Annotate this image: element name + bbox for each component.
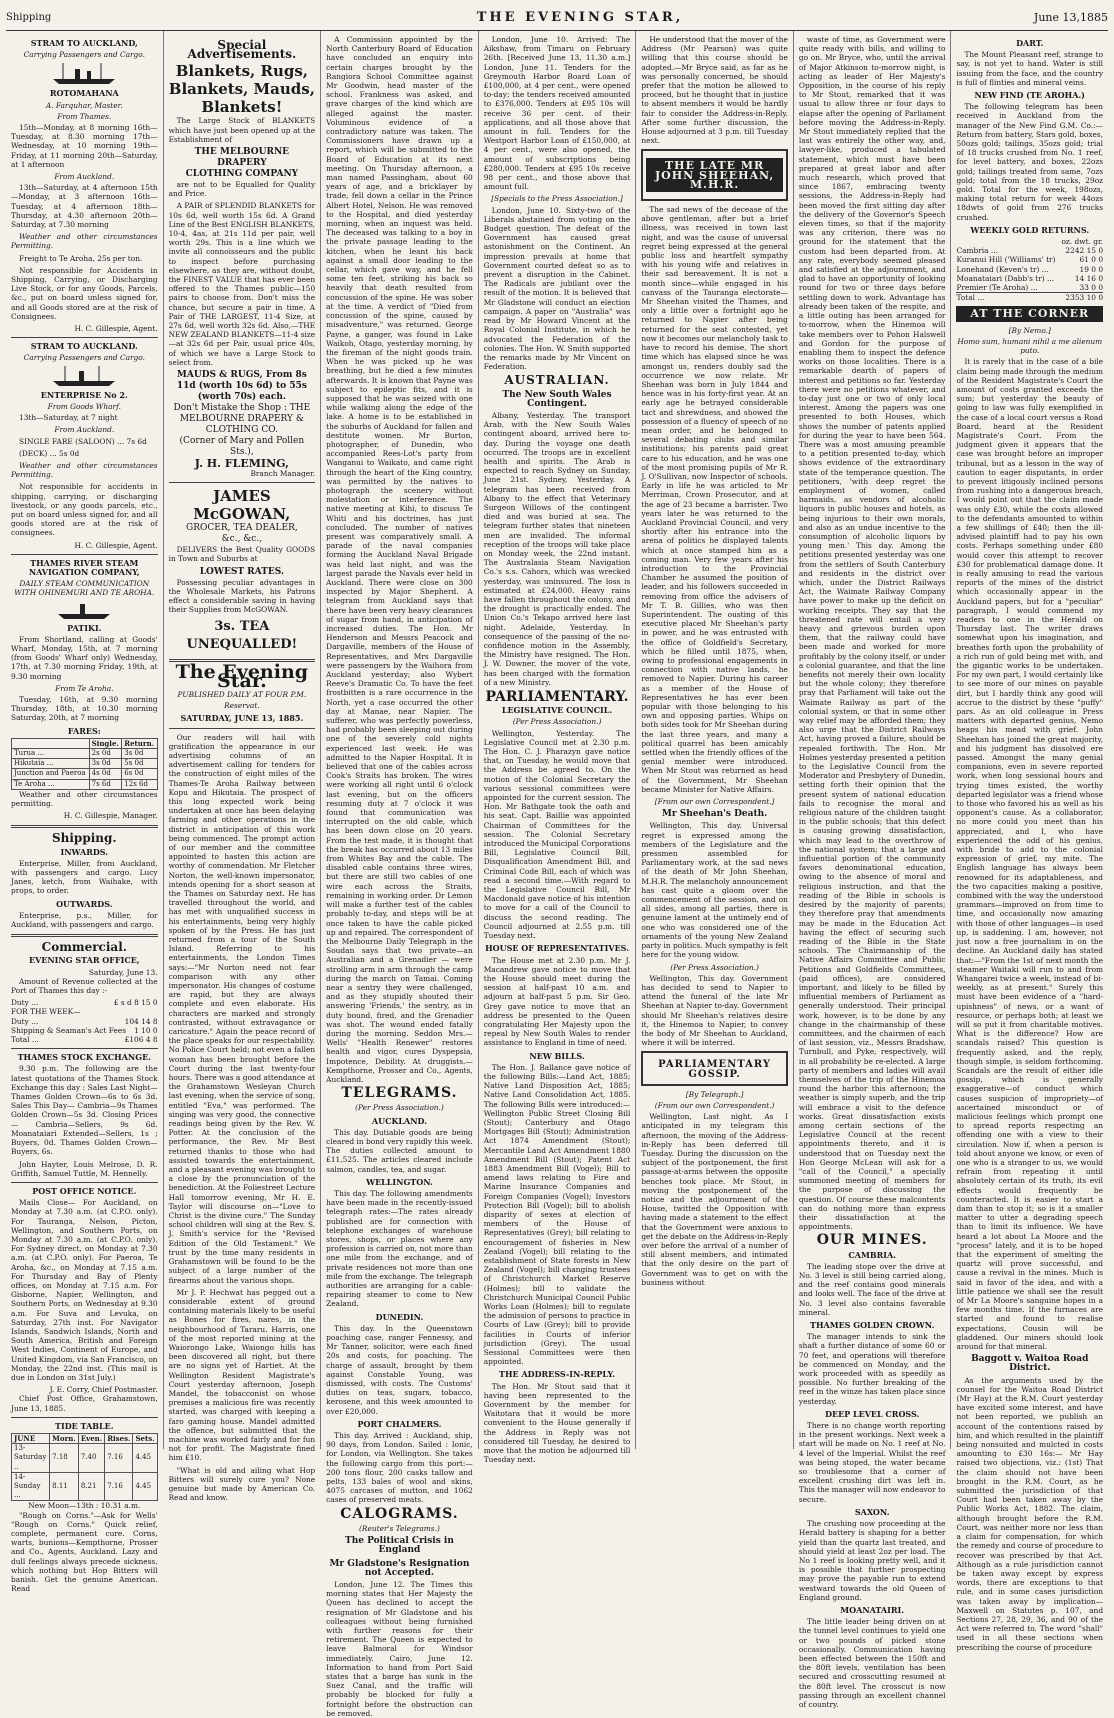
table-row xyxy=(11,1026,158,1035)
duty-label: Shipping & Seaman's Act Fees xyxy=(11,1025,127,1035)
gold-mine: Premier (Te Aroha) ... xyxy=(956,283,1038,293)
steamer-icon xyxy=(54,600,114,620)
golden-crown-heading: THAMES GOLDEN CROWN. xyxy=(810,1320,935,1331)
schedule-heading: From Goods Wharf. xyxy=(47,401,121,411)
gold-amount: 14 16 0 xyxy=(1074,273,1104,283)
thames-company-subtitle: DAILY STEAM COMMUNICATION WITH OHINEMURI AND TE AROHA. xyxy=(14,579,155,598)
ad-steam-title: STRAM TO AUCKLAND, xyxy=(30,38,138,48)
gold-amount: 61 0 0 xyxy=(1079,255,1104,265)
agent-signature: H. C. Gillespie, Agent. xyxy=(74,324,158,334)
clothing-company: CLOTHING COMPANY xyxy=(185,169,299,180)
table-row xyxy=(12,1444,158,1473)
table-row xyxy=(12,1472,158,1501)
deep-level-text: There is no change worth reporting in the present workings. Next week a start will be made on No. 1 reef at No. 4 level of the Imperial. Whilst the reef was being stoped, the water became so troublesome that a corner of excellent crushing dirt was left in. This the manager will now endeavor to secure. xyxy=(798,1421,946,1504)
tide-header: Even. xyxy=(78,1433,104,1443)
gold-total: 2353 10 0 xyxy=(1065,293,1104,303)
table-row xyxy=(956,265,1103,274)
editorial-text: Mr J. P. Hechwat has pegged out a considerable extent of ground containing materials likely to be useful as Bones for fires, nares, in the neighbourhood of Tararu. Harris, one of the most reported mining at the Waiorongo Lake, Waiongo hills has been discovered all right, but there are no signs yet of Hartiet. At the Wellington Resident Magistrate's Court yesterday afternoon, Joseph Mandel, the tobacconist on whose premises a malicious fire was recently started, was charged with keeping a faro gaming house. Mandel admitted the offence, but submitted that the machine was worked fairly and for fun not for profit. The Magistrate fined him £10. xyxy=(168,1287,316,1463)
ship-name: ENTERPRISE No 2. xyxy=(40,389,128,400)
revenue-text: Amount of Revenue collected at the Port of Thames this day :- xyxy=(11,976,158,996)
mcgowan-name: JAMES McGOWAN, xyxy=(193,487,291,524)
outwards-text: Enterprise, p.s., Miller, for Auckland, with passengers and cargo. xyxy=(11,910,158,930)
gossip-continued: waste of time, as Government were quite ready with bills, and willing to go on. Mr Bryce, who, until the arrival of Major Atkinson to-morrow night, is acting as leader of Her Majesty's Opposition, in the course of his reply to Mr Stout, remarked that it was usual to allow three or four days to elapse after the opening of Parliament before moving the Address-in-Reply. Mr Stout immediately replied that the last was entirely the other way, and, lawyer-like, produced a tabulated statement, which must have been prepared at great labor and after much research, which proved that since 1867, embracing twenty sessions, the Address-in-Reply had been moved the first sitting day after the delivery of the Governor's Speech eleven times, so that if the majority was any criterion, there was no ground for the statement that the custom had been departed from. At any rate, everybody seemed pleased and satisfied at the adjournment, and glad to have an opportunity of looking round for two or three days before settling down to work. Advantage has already been taken of the respite, and a little outing has been arranged for to-morrow, when the Hinemoa will take members over to Pohon Halswell and Gordon for the purpose of enabling them to inspect the defence works on those localities. There is a remarkable dearth of papers of interest and petitions so far. Yesterday there were no petitions whatever, and to-day just one or two of only local interest. Among the papers was one presented to both Houses, which shows the number of patents applied for during the year to have been 564. There was a most amusing preamble to a petition presented to-day, which shows evidence of the extraordinary state of the temperance question. The petitioners, 'with deep regret the employment of women, called barmaids, as vendors of alcoholic liquors in public houses and hotels, as being injurious to their own morals, and also as an undue incentive to the consumption of alcoholic liquors by young men.' This day. Among the petitions presented yesterday was one from the settlers of South Canterbury and residents in the district over which, under the District Railways Act, the Waimate Railway Company have power to make up the deficit on working receipts. They say that the threatened rate will entail a very heavy and grievous burden upon them, that the railway could have been made and worked for more profitably by the colony itself, or under a colonial guarantee, and that the line benefits not merely their own locality but the whole colony; they therefore pray that Parliament will take out the Waimate Railway as part of the colonial system, or that in some other way relief may be afforded them; they also urge that the District Railways Act, having proved a failure, should be repealed forthwith. The Hon. Mr Holmes yesterday presented a petition to the Legislative Council from the Moderator and Presbytery of Dunedin, setting forth their opinion that the present system of national education fails to recognise the moral and religious nature of the children taught in the public schools; that this defect is causing growing dissatisfaction, which may lead to the overthrow of the national system; that a large and influential portion of the community favors denominational education, owing to the absence of moral and religious instruction, and that the reading of the Bible in schools is desired by the majority of parents; they therefore pray that amendments may be made in the Education Act having the effect of securing such reading of the Bible in the State schools. The Chairmanship of the Native Affairs Committee and Public Petitions and Goldfields Committees, (paid offices), are considered important, and likely to be filled by influential members of Parliament as generally understood. Their principal work, however, is to be done by any change in the chairmanship of these committees, and the chairmen of each of last session, viz., Messrs Bradshaw, Turnbull, and Pyke, respectively, will in all probability be re-elected. A large party of members and ladies will avail themselves of the trip of the Hinemoa round the harbor this afternoon; the weather is simply superb, and the trip will embrace a visit to the defence works. Great dissatisfaction exists among certain sections of the Legislative Council at the recent appointments thereto, and it is understood that on Tuesday next the Hon George McLean will ask for a "call of the Council," a specially summoned meeting of members for the purpose of discussing the question. Of course these malcontents can do nothing more than express their dissatisfaction at the appointments. xyxy=(798,35,946,1232)
fare-cell: Junction and Paeroa xyxy=(12,769,90,779)
specials-source: [Specials to the Press Association.] xyxy=(491,194,623,204)
agent-signature: H. C. Gillespie, Agent. xyxy=(74,540,158,550)
telegrams-source: (Per Press Association.) xyxy=(355,1103,444,1113)
deep-level-heading: DEEP LEVEL CROSS. xyxy=(825,1408,920,1419)
press-association-note: (Per Press Association.) xyxy=(512,717,602,727)
dunedin-text: This day. In the Queenstown poaching case, ranger Fennessy, and Mr Tanner, solicitor, were each fined 20s and costs, for poaching. The charge of assault, brought by them against Constable Young, was dismissed, with costs. The Customs' duties on teas, sugars, tobacco, kerosene, and this week amounted to over £20,000. xyxy=(326,1323,473,1416)
steamer-icon xyxy=(49,365,119,387)
blankets-ad-text: The Large Stock of BLANKETS which have just been opened up at the Establishment of xyxy=(168,116,316,144)
steamer-icon xyxy=(49,61,119,85)
crisis-heading: The Political Crisis in England xyxy=(345,1536,454,1556)
tide-cell: 13-Saturday .. xyxy=(12,1444,50,1473)
stock-brokers: John Hayter, Louis Melrose, D. R. Griffith, Samuel Tuttle, M. Hennelly. xyxy=(11,1159,158,1178)
port-chalmers-heading: PORT CHALMERS. xyxy=(357,1418,442,1429)
column-4 xyxy=(479,31,637,1465)
paper-nameplate: The Evening Star. xyxy=(175,660,309,692)
table-row xyxy=(11,1007,158,1016)
fare-cell: 7s 6d xyxy=(89,779,122,789)
wellington-heading: WELLINGTON. xyxy=(366,1176,433,1187)
fare-cell: 2s 0d xyxy=(89,748,122,758)
corner-heading: AT THE CORNER xyxy=(956,306,1103,321)
obituary-heading: THE LATE MR JOHN SHEEHAN, M.H.R. xyxy=(646,158,783,192)
rough-on-corns-ad: "Rough on Corns."—Ask for Wells' "Rough on Corns." Quick relief, complete, permanent cure. Corns, warts, bunions—Kempthorne, Prosser and Co., Agents, Auckland. Lazy and dull feelings always precede sickness, which nothing but Hop Bitters will banish. Get the genuine American. Read xyxy=(11,1510,158,1594)
saxon-text: The crushing now proceeding at the Herald battery is shaping for a better yield than the quartz last treated, and should yield at least 2oz per load. The No 1 reef is looking pretty well, and it is possible that further prospecting may prove the payable run to extend westward towards the old Queen of England ground. xyxy=(798,1519,946,1602)
manager-signature: H. C. Gillespie, Manager. xyxy=(63,811,158,821)
london-news: London, June 10. Arrived: The Aikshaw, from Timaru on February 26th. [Received June 13, 11.30 a.m.] London, June 11. Tenders for the Greymouth Harbor Board Loan of £100,000, at 4 per cent., were opened to-day; the tenders received amounted to £376,000. Tenders at £95 10s will receive 36 per cent. of their applications, and all those above that amount in full. Tenders for the Westport Harbor Loan of £150,000, at 4 per cent., were also opened, the amount of subscriptions being £280,000. Tenders at £95 10s receive 98 per cent., and those above that amount full. xyxy=(483,35,631,192)
gold-amount: 19 0 0 xyxy=(1079,264,1104,274)
address-continued: He understood that the mover of the Address (Mr Pearson) was quite willing that this course should be adopted.—Mr Bryce said, as far as he was personally concerned, he should prefer that the motion be allowed to proceed, but he thought that in justice to absent members it would be hardly fair to consider the Address-in-Reply. After some further discussion, the House adjourned at 3 p.m. till Tuesday next. xyxy=(641,35,788,146)
cambria-text: The leading stope over the drive at No. 3 level is still being carried along, and the reef contains good minerals and looks well. The face of the drive at No. 3 level also contains favorable mineral. xyxy=(798,1261,946,1317)
fares-note: Weather and other circumstances permitting. xyxy=(11,789,158,808)
shop-address: (Corner of Mary and Pollen Sts.), xyxy=(179,436,305,458)
telegraph-note: [By Telegraph.] xyxy=(685,1089,744,1099)
star-office-heading: EVENING STAR OFFICE, xyxy=(28,955,140,966)
issue-date: June 13,1885 xyxy=(1033,10,1108,24)
page-section-label: Shipping xyxy=(6,11,52,23)
duty-label: Duty ... xyxy=(11,998,39,1008)
reserved-note: Reservat. xyxy=(224,701,260,711)
star-office-date: Saturday, June 13. xyxy=(88,967,158,977)
table-row xyxy=(11,1017,158,1026)
schedule-heading: From Auckland. xyxy=(54,172,115,182)
calograms-source: (Reuter's Telegrams.) xyxy=(359,1523,440,1533)
australian-news: Albany, Yesterday. The transport Arab, with the New South Wales contingent aboard, arrived here to-day. During the voyage one death occurred. The troops are in excellent health and spirits. The Arab is expected to reach Sydney on Sunday, June 21st. Sydney, Yesterday. A telegram has been received from Albany to the effect that Veterinary Surgeon Willows of the contingent died and was buried at sea. The telegram further states that nineteen men are invalided. The informal reception of the troops will take place on Monday week, the 22nd instant. The Australasia Steam Navigation Co.'s s.s. Cahors, which was wrecked yesterday, was uninsured. The loss is estimated at £24,000. Heavy rains have fallen throughout the colony, and the drought is practically ended. The Union Co.'s Tekapo arrived here last night. Adelaide, Yesterday. In consequence of the passing of the no-confidence motion in the Assembly, the Ministry have resigned. The Hon. J. W. Downer, the mover of the vote, has been charged with the formation of a new Ministry. xyxy=(483,410,631,687)
baggott-text: As the arguments used by the counsel for the Waitoa Road District (Mr Hay) at the R.M. Court yesterday have excited some interest, and have not been reported, we publish an account of the contentions raised by him, and which resulted in the plaintiff being nonsuited and mulcted in costs amounting to £30 16s:— Mr Hay raised two objections, viz.: (1st) That the claim should not have been brought in the R.M. Court, as he submitted the jurisdiction of that Court had been taken away by the Public Works Act, 1882. The claim, although brought before the R.M. Court, was neither more nor less than a claim for compensation, for which the remedy and course of procedure to recover was prescribed by that Act. Although as a rule jurisdiction cannot be taken away except by express words, there are exceptions to that rule, and in some cases jurisdiction was taken away by implication—Maxwell on Statutes p. 107, and Sections 27, 28, 29, 36, and 90 of the Act were referred to. The word "shall" used in all these sections when prescribing the course of procedure xyxy=(956,1375,1104,1652)
crisis-text: London, June 12. The Times this morning states that Her Majesty the Queen has declined to accept the resignation of Mr Gladstone and his colleagues without being furnished with further reasons for their retirement. The Queen is expected to leave Balmoral for Windsor immediately. Cairo, June 12. Information to hand from Port Said states that a barge has sunk in the Suez Canal, and the traffic will probably be blocked for fully a fortnight before the obstruction can be removed. xyxy=(326,1579,473,1718)
fares-header: Single. xyxy=(89,738,122,748)
corner-text: It is rarely that in the case of a bile claim being made through the medium of the Resident Magistrate's Court the amount of costs granted exceeds the sum; but yesterday the beauty of going to law was fully exemplified in the case of a local court versus a Road Board, heard at the Resident Magistrate's Court. From the judgment given it appears that the case was brought before an improper tribunal, but as a lesson in the way of caution to eager disputants, in order to prevent litigously inclined persons from rushing into a dangerous breach, I would point out that the claim made was only £30, while the costs allowed to the defendants amounted to within a few shillings of £40; then the ill-advised plaintiff had to pay his own costs. Perhaps something under £80 would cover this attempt to recover £30 for problematical damage done. It is really amusing to read the various reports of the mines of the district which occasionally appear in the Auckland papers, but for a "peculiar" paragraph, I would commend my readers to one in the Herald on Thursday last. The writer draws somewhat upon his imagination, and breathes forth upon the probability of a rich run of gold being met with, and the gigantic works to be undertaken. For my own part, I would certainly like to see more of our mines on payable dirt, but I hardly think any good will accrue to the district by these "puffy" pars. As an old colleague in Press matters with departed genius, Nemo heaps his mead with grief. John Sheehan has joined the great majority, and his judgment has dissolved ere passed. Amongst the many genial companions, even in severe reported work, when long sessional hours and trying times existed, the worthy departed legislator was a friend whose to those who favored his as well as his opponent's cause. As a collaborator, no more could you meet than his appreciated, and I, who have experienced the odd of his genius, with bride to add to the colonial expression of grief, my mite. The English language has always been renowned for its adaptableness, and the two capacities making a positive, combined with the way the understood grammars—improved on from time to time, and occasionally now amazing with those of other languages—is used up, is saddening. I am, however, not just now a free journalism in on the decline. An Auckland daily has stated that:—"From the 1st of next month the steamer Waitaki will run to and from Whangarei twice a week, instead of bi-weekly, as at present." Surely this must have been evidence of a "hard-upishness" of news, or a want of resource, or perhaps both; at least we will so put it from charitable motives. What is the difference? How are scandals raised? This question is frequently asked, and the reply, though simple, is seldom forthcoming. Scandals are the result of either idle gossip, which is generally exaggerative—of conduct which causes suspicion of impropriety—of ascertained misconduct or of malicious feelings which prompt one to spread reports respecting an offending one with a view to their circulation. Now if, when a person is told about anyone we know, or even of one who is a stranger to us, we would refrain from repeating it until absolutely certain of its truth, its evil effects would frequently be counteracted. It is easier to start a dam than to stop it; so is it a smaller matter to utter a degrading speech than to limit its influence. We have heard a lot about La Moore and the "process" lately, and it is to be hoped that the experiment of smelting the quartz will prove successful, and cause a revival in the mines. Much is said in favor of the idea, and with a little patience we shall see the result of Mr La Moore's sanguine hopes in a few months time. If the furnaces are started and found to realise expectations, Cousin will be gladdened. Our miners should look around for that mineral. xyxy=(956,357,1104,1352)
fares-table xyxy=(11,738,158,790)
table-row xyxy=(956,292,1103,302)
tide-header: Rises. xyxy=(105,1433,133,1443)
auckland-heading: AUCKLAND. xyxy=(371,1115,427,1126)
column-1 xyxy=(6,31,164,1594)
ship-master: A. Farquhar, Master. xyxy=(45,100,123,110)
gold-returns-heading: WEEKLY GOLD RETURNS. xyxy=(970,224,1090,235)
table-row xyxy=(956,283,1103,292)
schedule-text: 15th—Monday, at 8 morning 16th—Tuesday, at 8.30 morning 17th—Wednesday, at 10 morning 19th—Friday, at 11 morning 20th—Saturday, at 1 afternoon xyxy=(11,123,158,169)
new-find-text: The following telegram has been received in Auckland from the manager of the New Find G.M. Co.:—Return from battery, Stars gold, boxes, 50ozs gold; tailings, 35ozs gold; trial of 18 trucks crushed from No. 1 reef, for level battery, and boxes, 22ozs gold; tailings treated from same, 7ozs gold; total from the 18 trucks, 29oz gold. Total for the week, 198ozs, making total return for week 44ozs 18dwts of gold from 276 trucks crushed. xyxy=(956,102,1104,222)
tide-cell: 7.16 xyxy=(105,1472,133,1501)
correspondent-note: [From our own Correspondent.] xyxy=(654,797,775,807)
table-row xyxy=(11,998,158,1007)
port-chalmers-text: This day. Arrived : Auckland, ship, 90 days, from London. Sailed : Ionic, for London, via Wellington. She takes the following cargo from this port:—200 tons flour, 200 casks tallow and pelts, 133 bales of wool and skins, 4075 carcases of mutton, and 1062 cases of preserved meats. xyxy=(326,1431,473,1505)
fare-deck: (DECK) ... 5s 0d xyxy=(19,448,80,458)
legislative-council-heading: LEGISLATIVE COUNCIL. xyxy=(501,705,613,716)
table-row xyxy=(956,255,1103,264)
corner-byline: [By Nemo.] xyxy=(1008,325,1051,335)
ship-name: ROTOMAHANA xyxy=(49,88,119,99)
fare-cell: 5s 0d xyxy=(122,759,157,769)
schedule-heading: From Auckland. xyxy=(54,425,115,435)
crisis-subheading: Mr Gladstone's Resignation not Accepted. xyxy=(329,1558,470,1578)
tide-table xyxy=(11,1433,158,1501)
new-bills-heading: NEW BILLS. xyxy=(529,1050,585,1061)
wellington-text: This day. The following amendments have been made in the recently-issued telegraph rates:—The rates already published are for connection with telephone exchanges of warehouse stores, shops, or places where any profession is carried on, not more than one mile from the exchange, and of private residences not more than one mile from the exchange. The telegraph authorities are arranging for a cable-repairing steamer to come to New Zealand. xyxy=(326,1188,473,1309)
duty-value: £ s d 8 15 0 xyxy=(113,998,158,1008)
tide-cell: 7.16 xyxy=(105,1444,133,1473)
obituary-box xyxy=(641,149,788,201)
commercial-heading: Commercial. xyxy=(41,940,127,955)
saxon-heading: SAXON. xyxy=(854,1506,890,1517)
new-bills-text: The Hon. J. Ballance gave notice of the following Bills:—Land Act, 1885; Native Land Disposition Act, 1885; Native Land Consolidation Act, 1885. The following Bills were introduced:—Wellington Public Street Closing Bill (Stout); Canterbury and Otago Mortgages Bill (Stout); Administration Act 1874 Amendment (Stout); Mercantile Land Act Amendment 1880 Amendment Bill (Stout); Patent Act 1883 Amendment Bill (Vogel); Bill to amend laws relating to Fire and Marine Insurance Companies and Foreign Companies (Vogel); Investors Protection Bill (Vogel); bill to abolish disparity of sexes at election of members of the House of Representatives (Grey); bill relating to encouragement of fisheries in New Zealand (Vogel); bill relating to the establishment of State forests in New Zealand (Vogel); bill changing trustees of Christchurch Market Reserve (Holmes); bill to validate the Christchurch Municipal Council Public Works Loan (Holmes); bill to regulate the admission of persons to practice in Courts of Law (Grey); bill to provide facilities in Courts of inferior jurisdiction (Grey). The usual Sessional Committees were then appointed. xyxy=(483,1062,631,1367)
moanataiari-text: The little leader being driven on at the tunnel level continues to yield one or two pounds of picked stone occasionally. Communication having been effected between the 150ft and the 80ft levels, ventilation has been secured and crosscutting resumed at the 80ft level. The crosscut is now passing through an excellent channel of country. xyxy=(798,1617,946,1709)
column-6 xyxy=(794,31,952,1709)
duty-value: £106 4 8 xyxy=(124,1035,158,1045)
mauds-rugs-offer: MAUDS & RUGS, From 8s 11d (worth 10s 6d) to 55s (worth 70s) each. xyxy=(176,370,307,403)
column-7 xyxy=(951,31,1108,1652)
tide-header: Sets. xyxy=(133,1433,157,1443)
post-office-text: Mails Close— For Auckland, on Monday at 7.30 a.m. (at C.P.O. only). For Tauranga, Nelson, Picton, Wellington, and Southern Ports, on Monday at 7.30 a.m. (at C.P.O. only). For Sydney direct, on Monday at 7.30 a.m. (at C.P.O. only). For Paeroa, Te Aroha, &c., on Monday at 7.15 a.m. For Thursday and Bay of Plenty offices, on Monday at 7.15 a.m. For Gisborne, Napier, Wellington, and Southern Ports, on Wednesday at 9.30 a.m. For Suva and Levuka, on Saturday, 27th inst. For Navigator Islands, Sandwich Islands, North and South America, British and Foreign West Indies, Continent of Europe, and United Kingdom, via San Francisco, on Monday, the 22nd inst. (This mail is due in London on 31st July.) xyxy=(11,1198,158,1382)
mcgowan-text: DELIVERS the Best Quality GOODS in Town and Suburbs at xyxy=(168,545,316,564)
cambria-heading: CAMBRIA. xyxy=(848,1249,896,1260)
mcgowan-rates: LOWEST RATES. xyxy=(199,566,285,577)
table-row xyxy=(12,759,158,769)
corner-motto: Homo sum, humani nihil a me alienum puto. xyxy=(957,336,1103,356)
auckland-text: This day. Dutiable goods are being cleared in bond very rapidly this week. The duties collected amount to £11,525. The articles cleared include salmon, candles, tea, and sugar. xyxy=(326,1127,473,1174)
newspaper-title: THE EVENING STAR, xyxy=(476,9,684,25)
stock-exchange-text: 9.30 p.m. The following are the latest quotations of the Thames Stock Exchange this day : Sales Last Night— Thames Golden Crown—6s to 6s 3d. Sales This Day— Cambria—9s Thames Golden Crown—5s 3d. Closing Prices— Cambria—Sellers, 9s 6d. Moanataiari Extended—Sellers, 1s ; Buyers, 0d. Thames Golden Crown—Buyers, 6s. xyxy=(11,1064,158,1157)
moon-phase: New Moon—13th : 10.31 a.m. xyxy=(28,1501,141,1511)
schedule-text: Tuesday, 16th, at 9.30 morning Thursday, 18th, at 10.30 morning Saturday, 20th, at 7 morning xyxy=(11,694,158,723)
golden-crown-text: The manager intends to sink the shaft a further distance of some 60 or 70 feet, and operations will therefore be commenced on Monday, and the work proceeded with as speedily as possible. No further breaking of the reef in the winze has taken place since yesterday. xyxy=(798,1332,946,1406)
inwards-text: Enterprise, Miller, from Auckland, with passengers and cargo. Lucy Janes, ketch, from Waihake, with props, to order. xyxy=(11,858,158,896)
tide-cell: 8.21 xyxy=(78,1472,104,1501)
fare-cell: Te Aroha ... xyxy=(12,779,90,789)
schedule-heading: From Thames. xyxy=(57,111,112,121)
manager-role: Branch Manager. xyxy=(250,469,316,479)
schedule-text: 13th—Saturday, at 4 afternoon 15th—Monday, at 3 afternoon 16th—Tuesday, at 4 afternoon 18th—Thursday, at 4.30 afternoon 20th—Saturday, at 7.30 morning xyxy=(11,183,158,230)
fare-cell: 6s 0d xyxy=(122,769,157,779)
correspondent-note: (From our own Correspondent.) xyxy=(654,1100,775,1110)
publication-note: PUBLISHED DAILY AT FOUR P.M. xyxy=(177,689,307,699)
dart-heading: DART. xyxy=(1016,38,1044,48)
melbourne-drapery: THE MELBOURNE DRAPERY xyxy=(194,147,290,169)
duty-label: Duty ... xyxy=(11,1016,39,1026)
editorial-text: Our readers will hail with gratification the appearance in our advertising columns of an advertisement calling for tenders for the construction of eight miles of the Thames-Te Aroha Railway between Kopu and Hikutaia. The prospect of this long expected work being undertaken at once has been delaying farming and other operations in the district in anticipation of this work being commenced. The prompt action of our member and the committee appointed to hasten this action are worthy of commendation. Mr Fletcher Norton, the well-known impersonator, intends opening for a short season at the Thames on Saturday next. He has travelled throughout the world, and has met with unqualified success in his entertainments, being very highly spoken of by the Press. He has just returned from a tour of the South Island. Referring to his entertainments, the London Times says:—"Mr Norton need not fear comparison with any other impersonator. His changes of costume are rapid, but they are always complete and even elaborate. His characters are marked and strongly contrasted, without extravagance or caricature." Again the peace record of the place speaks for our respectability. No Police Court held; not even a fallen woman has been brought before the Court during the last twenty-four hours. There was a good attendance at the Grahamstown Wesleyan Church last evening, when the service of song, entitled "Eva," was performed. The singing was very good, the connective readings being given by the Rev. W. Potter. At the conclusion of the performance, the Rev. Mr Best returned thanks to those who had assisted towards the entertainment, and a pleasant evening was brought to a close by the pronunciation of the benediction. At the Foliestreet Lecture Hall tomorrow evening, Mr H. E. Taylor will discourse on—"Love to Christ is the divine cure." The Sunday school children will sing at the Rev. S. J. Smith's service for the "Revised Edition of the Old Testament." We trust by the time many residents in Grahamstown will be found to be the subject of a large number of the firearms about the various shops. xyxy=(168,732,316,1285)
australian-heading: AUSTRALIAN. xyxy=(504,373,610,388)
post-office-heading: POST OFFICE NOTICE. xyxy=(32,1185,137,1196)
gold-header: oz. dwt. gr. xyxy=(1061,237,1104,247)
schedule-heading: From Te Aroha. xyxy=(55,683,114,693)
gossip-box xyxy=(641,1051,788,1085)
gold-amount: 33 0 0 xyxy=(1079,283,1104,293)
postmaster-signature: J. E. Corry, Chief Postmaster. xyxy=(49,1385,158,1395)
house-text: The House met at 2.30 p.m. Mr J. Macandrew gave notice to move that the House should meet during the session at half-past 10 a.m. and adjourn at half-past 5 p.m. Sir Geo. Grey gave notice to move that an address be presented to the Queen congratulating Her Majesty upon the repeal by New South Wales to render assistance to England in time of need. xyxy=(483,955,631,1048)
fare-cell: Hikutaia ... xyxy=(12,759,90,769)
weather-note: Weather and other circumstances Permitting. xyxy=(11,460,158,480)
table-row xyxy=(956,237,1103,246)
contingent-heading: The New South Wales Contingent. xyxy=(502,389,612,409)
table-row xyxy=(12,769,158,779)
ad-steam-title: STRAM TO AUCKLAND. xyxy=(30,341,138,352)
gold-total-label: Total ... xyxy=(956,293,985,303)
editorial-text: "What is old and ailing what Hop Bitters will surely cure you? None genuine but made by American Co. Read and know. xyxy=(168,1465,316,1503)
fares-title: FARES: xyxy=(67,725,101,736)
house-heading: HOUSE OF REPRESENTATIVES. xyxy=(485,943,629,954)
telegrams-heading: TELEGRAMS. xyxy=(341,1085,458,1102)
blankets-ad-text: are not to be Equalled for Quality and Price. xyxy=(168,180,316,199)
dart-text: The Mount Pleasant reef, strange to say, is not yet to hand. Water is still issuing from the face, and the country is full of flinties and mineral veins. xyxy=(956,50,1104,87)
inwards-heading: INWARDS. xyxy=(60,846,109,857)
obituary-text: The sad news of the decease of the above gentleman, after but a brief illness, was received in town last night, and was the cause of universal regret being expressed at the general public loss and heartfelt sympathy with his young wife and relatives in their sad bereavement. It is not a month since—while engaged in his canvass of the Tauranga electorate—Mr Sheehan visited the Thames, and only a little over a fortnight ago he returned to Napier after being returned for the seat contested, yet now it becomes our melancholy task to have to record his demise. The short time which has elapsed since he was amongst us, renders doubly sad the occurrence we now relate. Mr Sheehan was born in July 1844 and hence was in his forty-first year. At an early age he betrayed considerable tact and shrewdness, and showed the possession of a fluency of speech of no mean order, and he belonged to several debating clubs and similar institutions; his parents paid great care to his education, and he was one of the most promising pupils of Mr R. J. O'Sullivan, now Inspector of schools. Early in life he was articled to Mr Merriman, Crown Prosecutor, and at the age of 23 became a barrister. Two years later he was returned to the Auckland Provincial Council, and very shortly after his entrance into the arena of politics he displayed talents which at once stamped him as a coming man. Very few years after his introduction to the Provincial Chamber he assumed the position of leader, and his followers succeeded in removing from office the advisers of Mr T. B. Gillies, who was then Superintendent. The ousting of this executive placed Mr Sheehan's party in power, and he was entrusted with the office of Goldfield's Secretary, which he filled until 1875, when, owing to professional engagements in connection with native lands, he removed to Napier. During his career as a member of the House of Representatives he has ever been popular with those belonging to his own and opposing parties. Whips on both sides took for Mr Sheehan during the last three years, and many a political quarrel has been amicably settled when the friendly offices of the genial member were introduced. When Mr Stout was returned as head of the Government, Mr Sheehan became Minister for Native Affairs. xyxy=(641,205,788,794)
shop-notice: Don't Mistake the Shop : THE MELBOURNE DRAPERY & CLOTHING CO. xyxy=(173,403,311,436)
fare-cell: 4s 0d xyxy=(89,769,122,779)
tide-cell: 7.18 xyxy=(50,1444,79,1473)
gold-amount: 2242 15 0 xyxy=(1065,246,1104,256)
fares-header xyxy=(12,738,90,748)
ship-name: PATIKI. xyxy=(67,622,102,633)
fare-cell: 12s 6d xyxy=(122,779,157,789)
fare-cell: 3s 0d xyxy=(89,759,122,769)
gold-mine: Cambria ... xyxy=(956,246,998,256)
gold-mine: Moanataiari (Dabb's tr) ... xyxy=(956,273,1055,283)
ad-steam-subtitle: Carrying Passengers and Cargo. xyxy=(23,353,145,363)
table-row xyxy=(956,274,1103,283)
shipping-heading: Shipping. xyxy=(51,831,117,846)
tide-header: JUNE xyxy=(12,1433,50,1443)
council-text: Wellington, Yesterday. The Legislative Council met at 2.30 p.m. The Hon. C. J. Pharazyn gave notice that, on Tuesday, he would move that the Address be agreed to. On the motion of the Colonial Secretary the various sessional committees were appointed for the current session. The Hon. Mr Bathgate took the oath and his seat. Capt. Baillie was appointed Chairman of Committees for the session. The Colonial Secretary introduced the Municipal Corporations Bill, Legislative Council Bill, Disqualification Amendment Bill, and Criminal Code Bill, each of which was read a second time.—With regard to the Legislative Council Bill, Mr Macdonald gave notice of his intention to move for a call of the Council to discuss the second reading. The Council adjourned at 2.55 p.m. till Tuesday next. xyxy=(483,728,631,941)
calograms-heading: CALOGRAMS. xyxy=(340,1505,459,1522)
ad-steam-subtitle: Carrying Passengers and Cargo. xyxy=(23,50,145,60)
duty-label: Total ... xyxy=(11,1035,39,1045)
post-office-location: Chief Post Office, Grahamstown, June 13, 1885. xyxy=(11,1394,158,1413)
mcgowan-trade: GROCER, TEA DEALER, xyxy=(186,523,298,534)
tide-cell: 8.11 xyxy=(50,1472,79,1501)
sheehan-death-text: Wellington, This day. Universal regret is expressed among the members of the Legislature and the pressmen assembled for Parliamentary work, at the sad news of the death of Mr John Sheehan, M.H.R. The melancholy announcement has cast quite a gloom over the commencement of the session, and on all sides, among all parties, there is genuine lament at the untimely end of one who was considered one of the ornaments of the young New Zealand party in politics. Much sympathy is felt here for the young widow. xyxy=(641,821,788,960)
paper-date: SATURDAY, JUNE 13, 1885. xyxy=(180,713,304,724)
parliamentary-heading: PARLIAMENTARY. xyxy=(485,689,629,706)
table-row xyxy=(11,1035,158,1044)
london-news: London, June 10. Sixty-two of the Liberals abstained from voting on the Budget question. The defeat of the Government has caused great astonishment on the Continent. An impression prevails at home that Government courted defeat so as to prevent a disruption in the Cabinet. The Radicals are jubilant over the result of the motion. It is believed that Mr Gladstone will conduct an election campaign. A paper on "Australia" was read by Mr Howard Vincent at the Royal Colonial Institute, in which he advocated the Federation of the colonies. The Hon. W. Smith supported the remarks made by Mr Vincent on Federation. xyxy=(483,205,631,372)
table-row xyxy=(12,779,158,789)
sheehan-death-heading: Mr Sheehan's Death. xyxy=(661,809,768,820)
fare-saloon: SINGLE FARE (SALOON) ... 7s 6d xyxy=(19,436,147,446)
liability-note: Not responsible for Accidents in Shipping, Carrying, or Discharging Live Stock, or for any Goods, Parcels, &c., put on board unless signed for, and all Goods stored are at the risk of Consignees. xyxy=(11,265,158,321)
tide-cell: 4.45 xyxy=(133,1444,157,1473)
schedule-text: 13th—Saturday, at 7 night xyxy=(19,413,118,423)
blankets-ad-title: Blankets, Rugs, Blankets, Mauds, Blankets! xyxy=(168,62,315,117)
column-2 xyxy=(164,31,322,1503)
thames-company-title: THAMES RIVER STEAM NAVIGATION COMPANY, xyxy=(28,557,140,577)
gold-mine: Lonehand (Keven's tr) ... xyxy=(956,264,1049,274)
column-5 xyxy=(636,31,794,1449)
duty-value: 104 14 8 xyxy=(124,1016,158,1026)
tide-cell: 14-Sunday ... xyxy=(12,1472,50,1501)
blankets-offer: A PAIR of SPLENDID BLANKETS for 10s 6d, well worth 15s 6d. A Grand Line of the Best ENGLISH BLANKETS, 10-4, 4as, at 21s 11d per pair, well worth 29s. This is a line which we invite all connoisseurs and the public to inspect before purchasing elsewhere, as they are, without doubt, the FINEST VALUE that has ever been offered to the Thames public—150 pairs to choose from. Don't miss the chance, but secure a pair in time. A Pair of THE LARGEST, 11-4 Size, at 27s 6d, well worth 32s 6d. Also,—THE NEW ZEALAND BLANKETS—11-4 size—at 32s 6d per Pair, usual price 40s, of which we have a Large Stock to select from. xyxy=(168,201,316,367)
press-association-note: (Per Press Association.) xyxy=(670,962,759,972)
fare-cell: 3s 0d xyxy=(122,748,157,758)
gossip-text: Wellington, Last night. As I anticipated in my telegram this afternoon, the moving of the Address-in-Reply has been deferred till Tuesday. During the discussion on the subject of the postponement, the first passage-at-arms between the opposite benches took place. Mr Stout, in moving the postponement of the notice and the adjournment of the House, twitted the Opposition with having made a statement to the effect that the Government were anxious to get the debate on the Address-in-Reply over before the arrival of a number of still absent members, and intimated that the only desire on the part of Government was to get on with the business without xyxy=(641,1112,788,1287)
liability-note: Not responsible for accidents in shipping, carrying, or discharging livestock, or any goods parcels, etc., put on board unless signed for, and all goods stored are at the risk of consignees. xyxy=(11,482,158,538)
tea-ad: 3s. TEA UNEQUALLED! xyxy=(186,618,298,652)
baggott-heading: Baggott v. Waitoa Road District. xyxy=(971,1354,1089,1374)
column-3 xyxy=(321,31,479,1718)
mcgowan-text: Possessing peculiar advantages in the Wholesale Markets, his Patrons effect a considerable saving in having their Supplies from McGOWAN. xyxy=(168,577,316,615)
gold-mine: Kuranui Hill ('Williams' tr) xyxy=(956,255,1056,265)
masthead xyxy=(6,4,1108,31)
dunedin-heading: DUNEDIN. xyxy=(375,1311,424,1322)
tide-cell: 4.45 xyxy=(133,1472,157,1501)
duty-label: FOR THE WEEK— xyxy=(11,1007,81,1017)
news-text: A Commission appointed by the North Canterbury Board of Education have concluded an enquiry into certain charges brought by the Rangiora School Committee against Mr Goodwin, head master of the school. Frankness was asked, and grave charges of the kind which are alleged against the master. Voluminous evidence of a contradictory nature was taken. The Commissioners have drawn up a report, which will be submitted to the Board of Education at its next meeting. On Thursday afternoon, a man named Passingham, about 60 years of age, and a bricklayer by trade, fell down a cellar in the Prince Albert Hotel, Nelson. He was removed to the Hospital, and died yesterday morning, when an inquest was held. The deceased was talking to a boy in the private passage leading to the kitchen, when he leant his back against a small door leading to the cellar, which gave way, and he fell some ten feet, striking his back so heavily that death resulted from concussion of the spine. He was sober at the time. A verdict of "Died from concussion of the spine, caused by misadventure," was returned. George Payne, a ganger, was found in Lake Waikoh, Otago, yesterday morning, by the fireman of the night goods train. When he was picked up he was breathing, but he died a few minutes afterwards. It is known that Payne was subject to epileptic fits, and it is supposed that he was seized with one while walking along the edge of the lake. A home is to be established in the suburbs of Auckland for fallen and destitute women. Mr Burton, photographer, of Dunedin, who accompanied Rees-Lot's party from Wanganui to Waikato, and came right through the heart of the King country, was permitted by the natives to photograph the scenery without molestation or interference. The native meeting at Kihi, to discuss Te Whiti and his doctrines, has just concluded. The number of natives present was comparatively small. A parade of the naval companies forming the Auckland Naval Brigade was held last night, and was the largest parade the Navals ever held in Auckland. There were close on 300 inspected by Major Shepherd. A telegram from Auckland says that there have been very heavy clearances of sugar from hand, in anticipation of increased duties. The Hon. Mr Henderson and Messrs Peacock and Dargaville, members of the House of Representatives, and Mrs Dargaville were passengers by the Waihora from Auckland yesterday; also Wybert Reeve's Dramatic Co. To have the feet frostbitten is a rare occurrence in the North, yet a case occurred the other day at Manae, near Napier. The sufferer, who was perfectly powerless, had probably been sleeping out during one of the severely cold nights experienced last week. He was admitted to the Napier Hospital. It is believed that one of the cables across Cook's Straits has broken. The wires were working all right until 6 o'clock last evening, but on the officers resuming duty at 7 o'clock it was found that communication was interrupted on the old cable, which has been down close on 20 years. From the test made, it is thought that the break has occurred about 13 miles from Whites Bay and the cable. The disabled cable contains three wires, but there are still two cables of one wire each across the Straits, remaining in working order. Dr Lemon will make a further test of the cables probably to-day, and steps will be at once taken to have the cable picked up and repaired. The correspondent of the Melbourne Daily Telegraph in the Soudan says that two private—an Australian and a Grenadier — were strolling arm in arm through the camp during the march on Tamai. Coming near a sentry they were challenged, and as they stupidly shouted their answering 'Friends,' the sentry, as in duty bound, fired, and the Grenadier was shot. The wound ended fatally during the morning. Seddon Mrs.—Wells' "Health Renewer" restores health and vigor, cures Dyspepsia, Impotence, Debility. At druggists.—Kempthorne, Prosser and Co., Agents, Auckland. xyxy=(326,35,473,1084)
fares-header: Return. xyxy=(122,738,157,748)
mines-heading: OUR MINES. xyxy=(816,1232,928,1249)
schedule-text: From Shortland, calling at Goods' Wharf, Monday, 15th, at 7 morning (from Goods' Wharf only) Wednesday, 17th, at 7.30 morning Friday, 19th, at 9.30 morning xyxy=(11,634,158,681)
special-ads-heading: Special Advertisements. xyxy=(187,38,297,62)
tide-table-heading: TIDE TABLE. xyxy=(55,1420,114,1431)
moanataiari-heading: MOANATAIRI. xyxy=(840,1604,905,1615)
fare-cell: Turua ... xyxy=(12,748,90,758)
stock-exchange-heading: THAMES STOCK EXCHANGE. xyxy=(17,1052,151,1063)
address-text: The Hon. Mr Stout said that it having been represented to the Government by the member for Waitotara that it would be more convenient to the House generally if the Address in Reply was not considered till Tuesday, he desired to move that the motion be adjourned till Tuesday next. xyxy=(483,1381,631,1465)
table-row xyxy=(956,246,1103,255)
wellington-news: Wellington, This day. Government has decided to send to Napier to attend the funeral of the late Mr Sheehan at Napier to-day. Government should Mr Sheehan's relatives desire it, the Hinemoa to Napier, to convey the body of Mr Sheehan to Auckland, where it will be interred. xyxy=(641,973,788,1048)
freight-note: Freight to Te Aroha, 25s per ton. xyxy=(19,253,143,263)
table-row xyxy=(12,748,158,758)
gossip-heading: PARLIAMENTARY GOSSIP. xyxy=(658,1059,772,1080)
tide-header: Morn. xyxy=(50,1433,79,1443)
mcgowan-etc: &c., &c., xyxy=(221,534,263,545)
address-heading: THE ADDRESS-IN-REPLY. xyxy=(499,1369,615,1380)
weather-note: Weather and other circumstances Permitting. xyxy=(11,232,158,251)
outwards-heading: OUTWARDS. xyxy=(56,898,113,909)
duty-value: 1 10 0 xyxy=(134,1025,158,1035)
manager-name: J. H. FLEMING, xyxy=(194,457,289,471)
tide-cell: 7.40 xyxy=(78,1444,104,1473)
new-find-heading: NEW FIND (TE AROHA.) xyxy=(974,90,1085,101)
